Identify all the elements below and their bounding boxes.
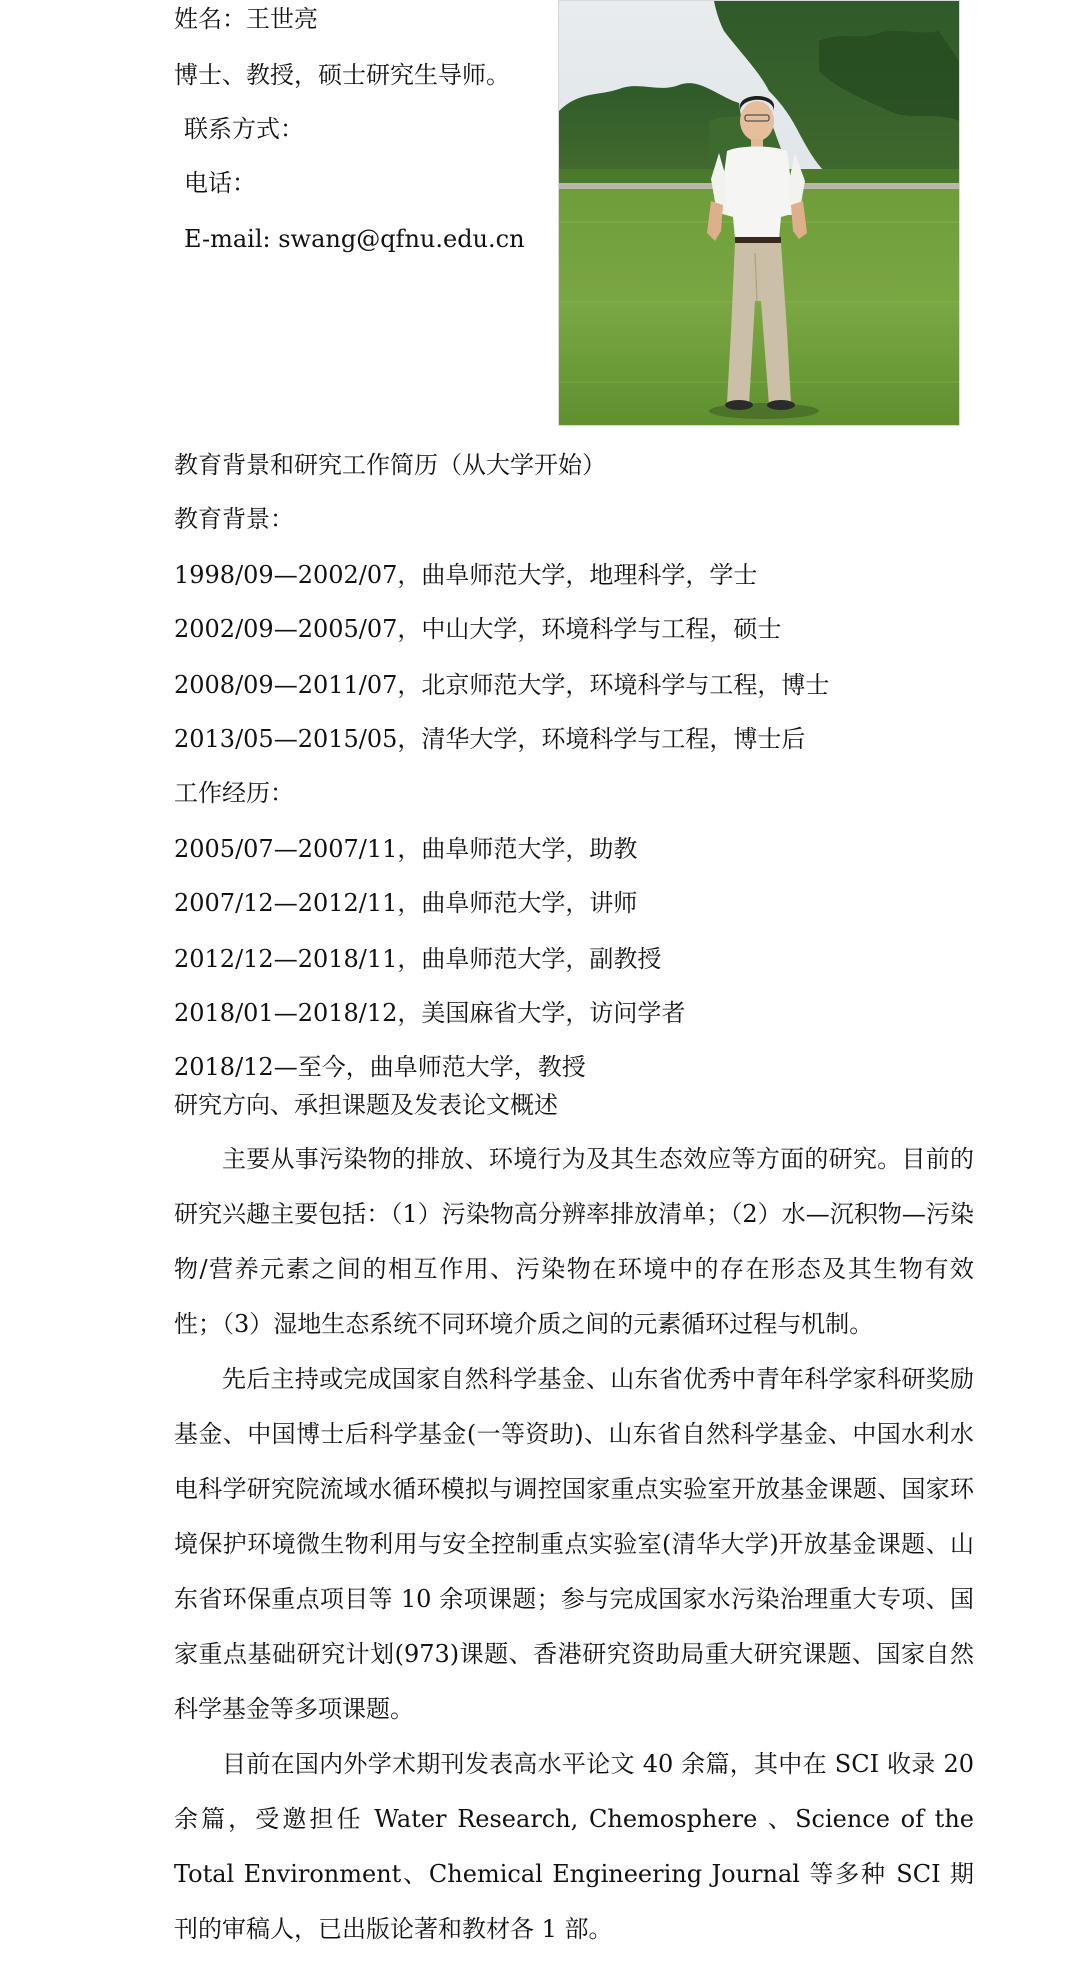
education-heading: 教育背景和研究工作简历（从大学开始）	[174, 451, 606, 479]
work-item: 2018/12—至今，曲阜师范大学，教授	[174, 1053, 586, 1081]
education-label: 教育背景：	[174, 505, 294, 533]
work-item: 2007/12—2012/11，曲阜师范大学，讲师	[174, 889, 638, 917]
education-item: 1998/09—2002/07，曲阜师范大学，地理科学，学士	[174, 561, 758, 589]
education-item: 2008/09—2011/07，北京师范大学，环境科学与工程，博士	[174, 671, 830, 699]
education-item: 2002/09—2005/07，中山大学，环境科学与工程，硕士	[174, 615, 782, 643]
contact-label: 联系方式：	[184, 115, 304, 143]
name-line: 姓名：王世亮	[174, 5, 318, 33]
phone-line: 电话：	[184, 169, 256, 197]
profile-photo	[558, 0, 960, 426]
title-line: 博士、教授，硕士研究生导师。	[174, 61, 510, 89]
research-heading: 研究方向、承担课题及发表论文概述	[174, 1091, 558, 1119]
work-item: 2012/12—2018/11，曲阜师范大学，副教授	[174, 945, 662, 973]
work-item: 2005/07—2007/11，曲阜师范大学，助教	[174, 835, 638, 863]
work-label: 工作经历：	[174, 779, 294, 807]
research-paragraph-3: 目前在国内外学术期刊发表高水平论文 40 余篇，其中在 SCI 收录 20 余篇，受邀担任 Water Research, Chemosphere 、Science of the Total Environment、Chemical Engineering Journal 等多种 SCI 期刊的审稿人，已出版论著和教材各 1 部。	[174, 1750, 974, 1943]
education-item: 2013/05—2015/05，清华大学，环境科学与工程，博士后	[174, 725, 806, 753]
email-line: E-mail: swang@qfnu.edu.cn	[184, 225, 525, 253]
research-paragraph-2: 先后主持或完成国家自然科学基金、山东省优秀中青年科学家科研奖励基金、中国博士后科学基金(一等资助)、山东省自然科学基金、中国水利水电科学研究院流域水循环模拟与调控国家重点实验室开放基金课题、国家环境保护环境微生物利用与安全控制重点实验室(清华大学)开放基金课题、山东省环保重点项目等 10 余项课题；参与完成国家水污染治理重大专项、国家重点基础研究计划(973)课题、香港研究资助局重大研究课题、国家自然科学基金等多项课题。	[174, 1365, 974, 1723]
research-paragraph-1: 主要从事污染物的排放、环境行为及其生态效应等方面的研究。目前的研究兴趣主要包括：（1）污染物高分辨率排放清单；（2）水—沉积物—污染物/营养元素之间的相互作用、污染物在环境中的存在形态及其生物有效性；（3）湿地生态系统不同环境介质之间的元素循环过程与机制。	[174, 1145, 974, 1338]
work-item: 2018/01—2018/12，美国麻省大学，访问学者	[174, 999, 686, 1027]
